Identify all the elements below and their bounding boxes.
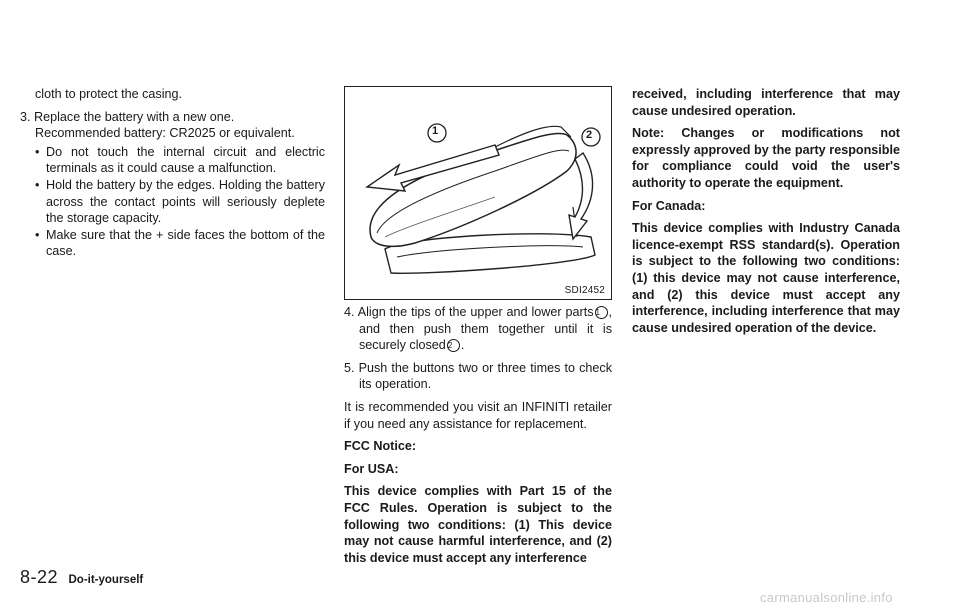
bullet-item: • Hold the battery by the edges. Holding the battery across the contact points will seriously deplete the storage capacity.: [35, 177, 325, 226]
canada-text: This device complies with Industry Canada licence-exempt RSS standard(s). Operation is subject to the following two conditions: (1) this device may not cause interference, and (2) this device must accept any interference, including interference that may cause undesired operation of the device.: [632, 221, 900, 335]
circled-2-icon: 2: [447, 339, 460, 352]
recommended-battery: Recommended battery: CR2025 or equivalent.: [35, 126, 295, 141]
bullet-icon: •: [35, 177, 40, 192]
canada-heading: For Canada:: [632, 198, 706, 213]
key-fob-illustration: [345, 87, 611, 299]
column-left: [20, 86, 325, 260]
watermark: carmanualsonline.info: [760, 590, 893, 605]
usa-text-continued: received, including interference that may cause undesired operation.: [632, 87, 900, 118]
recommend-text: It is recommended you visit an INFINITI retailer if you need any assistance for replacement.: [344, 399, 612, 431]
page-number: 8-22: [20, 567, 59, 587]
note-text: Note: Changes or modifications not expressly approved by the party responsible for compliance could void the user's authority to operate the equipment.: [632, 126, 900, 190]
page-footer: [20, 567, 143, 588]
step-3: 3. Replace the battery with a new one.: [20, 109, 235, 124]
callout-1-label: 1: [432, 125, 439, 137]
continuation-text: cloth to protect the casing.: [35, 87, 183, 101]
callout-2-label: 2: [586, 129, 593, 141]
key-fob-figure: [344, 86, 612, 300]
fcc-heading: FCC Notice:: [344, 439, 417, 454]
column-right: [632, 86, 900, 342]
bullet-icon: •: [35, 144, 40, 159]
figure-code: SDI2452: [564, 285, 605, 296]
bullet-item: • Do not touch the internal circuit and electric terminals as it could cause a malfunction.: [35, 144, 325, 176]
usa-heading: For USA:: [344, 461, 399, 476]
column-middle: [344, 304, 612, 572]
bullet-icon: •: [35, 227, 40, 242]
section-title: Do-it-yourself: [68, 574, 144, 586]
step-5: 5. Push the buttons two or three times to check its operation.: [344, 360, 612, 392]
circled-1-icon: 1: [595, 306, 608, 319]
bullet-item: • Make sure that the + side faces the bottom of the case.: [35, 227, 325, 259]
step-4: 4. Align the tips of the upper and lower parts 1 , and then push them together until it is securely closed 2 .: [344, 305, 612, 353]
usa-text: This device complies with Part 15 of the FCC Rules. Operation is subject to the following two conditions: (1) This device may not cause harmful interference, and (2) this device must accept any interference: [344, 484, 612, 565]
